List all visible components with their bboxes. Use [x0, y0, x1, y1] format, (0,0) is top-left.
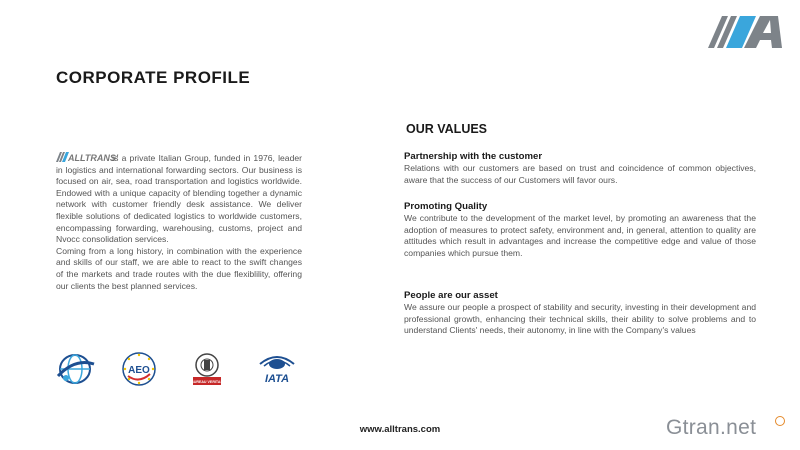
profile-paragraph-1-text: is a private Italian Group, funded in 1976, leader in logistics and international forwarding sectors. Our business is focused on air, sea, road transportation and logistics worldwide. Endowed with a unique capacity of blending together a dynamic network with customer friendly desk assistance. We deliver flexible solutions of dedicated logistics to worldwide customers, encompassing forwarding, warehousing, customs, project and Nvocc consolidation services. — [56, 153, 302, 245]
value-people — [404, 290, 756, 337]
aeo-logo — [120, 350, 158, 393]
certification-logos — [52, 350, 302, 390]
profile-text — [56, 152, 302, 292]
value-heading: Promoting Quality — [404, 201, 488, 212]
alltrans-inline-logo — [56, 152, 118, 163]
alltrans-corner-logo — [704, 14, 784, 50]
bureau-label: BUREAU VERITAS — [191, 380, 223, 384]
aeo-label: AEO — [128, 365, 150, 376]
profile-paragraph-1 — [56, 152, 302, 246]
fiata-globe-icon — [54, 350, 96, 393]
values-title: OUR VALUES — [406, 122, 488, 136]
value-text: We assure our people a prospect of stability and security, investing in their development and professional growth, enhancing their technical skills, their ability to solve problems and to understand Clients' needs, their autonomy, in line with the Company's values — [404, 302, 756, 336]
watermark-circle-icon — [775, 416, 785, 426]
value-heading: Partnership with the customer — [404, 151, 543, 162]
brand-label: ALLTRANS' — [68, 153, 118, 163]
value-text: We contribute to the development of the market level, by promoting an awareness that the adoption of measures to protect safety, environment and, in general, attention to quality are attitudes which result in advantages and increase the competitive edge and value of those companies which pursue them. — [404, 213, 756, 258]
iata-label: IATA — [264, 373, 290, 385]
gtran-watermark: Gtran.net — [666, 416, 757, 439]
page-title: CORPORATE PROFILE — [56, 68, 251, 87]
value-partnership — [404, 151, 756, 186]
website-link[interactable]: www.alltrans.com — [359, 424, 441, 435]
iata-logo — [254, 350, 300, 393]
bureau-veritas-logo — [190, 350, 224, 393]
value-text: Relations with our customers are based on trust and coincidence of common objectives, aware that the success of our Customers will favor ours. — [404, 163, 756, 185]
value-quality — [404, 201, 756, 259]
value-heading: People are our asset — [404, 290, 498, 301]
profile-paragraph-2: Coming from a long history, in combination with the experience and skills of our staff, we are able to react to the swift changes of the markets and trade routes with the due flexiblility, offering our clients the best planned services. — [56, 245, 302, 291]
